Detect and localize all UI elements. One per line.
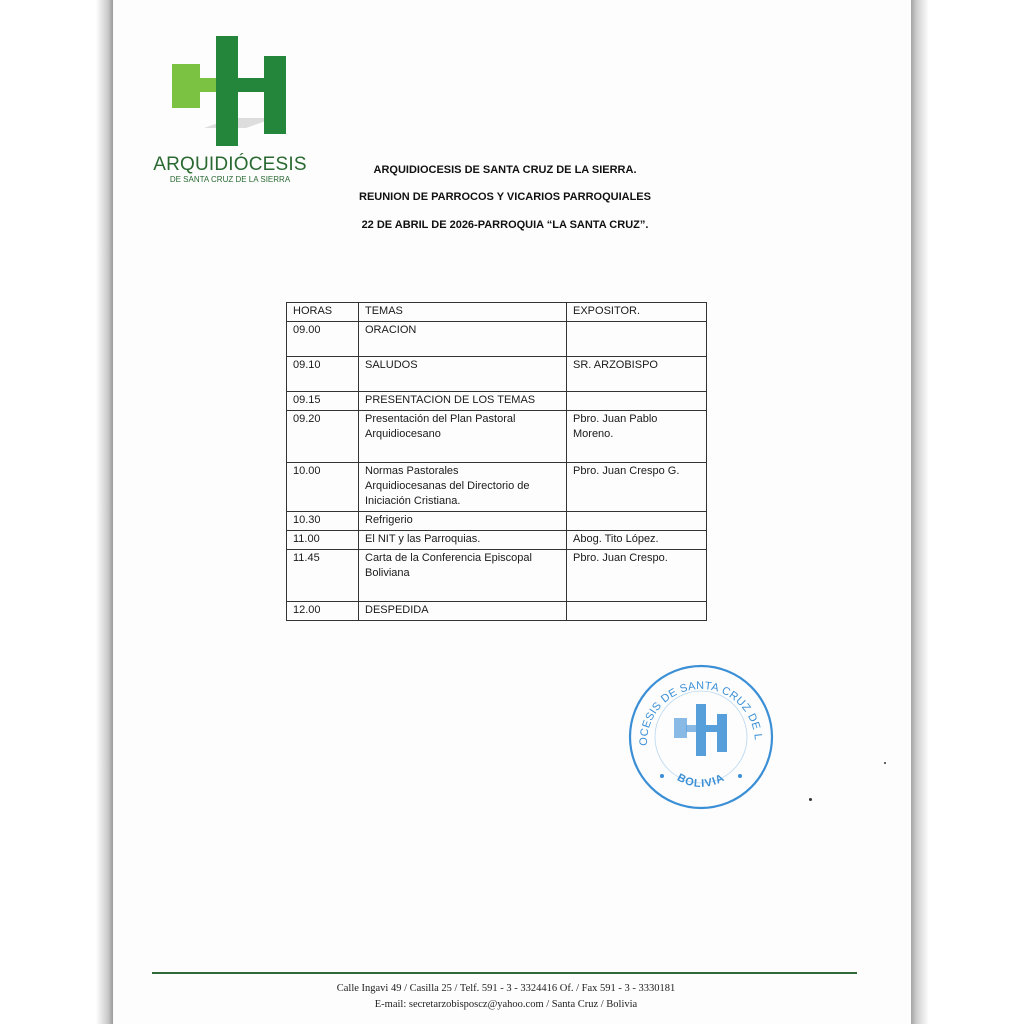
heading-line-2: REUNION DE PARROCOS Y VICARIOS PARROQUIALES — [359, 191, 651, 203]
row-topic — [359, 357, 567, 392]
speaker-line: Moreno. — [573, 428, 614, 440]
speaker-line: SR. ARZOBISPO — [573, 359, 658, 371]
speaker-line: Pbro. Juan Crespo. — [573, 552, 668, 564]
row-time: 09.15 — [287, 392, 359, 411]
row-topic — [359, 411, 567, 463]
heading-line-1: ARQUIDIOCESIS DE SANTA CRUZ DE LA SIERRA. — [373, 164, 637, 176]
scan-speck — [809, 798, 812, 801]
topic-line: Arquidiocesano — [365, 428, 441, 440]
logo-org-name: ARQUIDIÓCESIS — [153, 154, 307, 175]
topic-line: Boliviana — [365, 567, 410, 579]
row-speaker — [567, 550, 707, 602]
scan-shadow-right — [911, 0, 1024, 1024]
topic-line: Arquidiocesanas del Directorio de — [365, 480, 530, 492]
agenda-row — [287, 463, 707, 512]
row-speaker — [567, 357, 707, 392]
agenda-row — [287, 602, 707, 621]
archdiocese-seal-icon — [628, 664, 774, 810]
row-topic — [359, 322, 567, 357]
topic-line: Iniciación Cristiana. — [365, 495, 461, 507]
agenda-row — [287, 392, 707, 411]
footer-rule — [152, 972, 857, 974]
row-topic — [359, 531, 567, 550]
svg-text:ARQUIDIOCESIS DE SANTA CRUZ DE — [628, 664, 764, 746]
row-time: 11.00 — [287, 531, 359, 550]
row-topic — [359, 602, 567, 621]
row-topic — [359, 550, 567, 602]
stamp-bottom-text: BOLIVIA — [675, 771, 727, 791]
scan-shadow-left — [0, 0, 113, 1024]
row-time: 09.10 — [287, 357, 359, 392]
topic-line: PRESENTACION DE LOS TEMAS — [365, 394, 536, 406]
row-speaker — [567, 322, 707, 357]
topic-line: Refrigerio — [365, 514, 413, 526]
footer-email: E-mail: secretarzobisposcz@yahoo.com / Santa Cruz / Bolivia — [374, 999, 638, 1010]
agenda-row — [287, 411, 707, 463]
agenda-header-row — [287, 303, 707, 322]
row-topic — [359, 463, 567, 512]
agenda-row — [287, 322, 707, 357]
speaker-line: Pbro. Juan Crespo G. — [573, 465, 680, 477]
archdiocese-emblem-icon — [170, 36, 290, 148]
row-speaker — [567, 602, 707, 621]
topic-line: Carta de la Conferencia Episcopal — [365, 552, 532, 564]
footer-address: Calle Ingavi 49 / Casilla 25 / Telf. 591 - 3 - 3324416 Of. / Fax 591 - 3 - 3330181 — [336, 983, 676, 994]
archdiocese-logo — [150, 36, 310, 186]
row-time: 10.00 — [287, 463, 359, 512]
row-time: 11.45 — [287, 550, 359, 602]
row-speaker — [567, 392, 707, 411]
agenda-row — [287, 550, 707, 602]
row-topic — [359, 512, 567, 531]
header-expositor: EXPOSITOR. — [567, 303, 707, 322]
row-speaker — [567, 531, 707, 550]
logo-org-subtitle: DE SANTA CRUZ DE LA SIERRA — [169, 175, 291, 184]
agenda-table — [286, 302, 707, 621]
row-time: 12.00 — [287, 602, 359, 621]
topic-line: DESPEDIDA — [365, 604, 429, 616]
header-horas: HORAS — [287, 303, 359, 322]
row-time: 10.30 — [287, 512, 359, 531]
speaker-line: Pbro. Juan Pablo — [573, 413, 658, 425]
topic-line: ORACION — [365, 324, 417, 336]
topic-line: El NIT y las Parroquias. — [365, 533, 481, 545]
row-speaker — [567, 411, 707, 463]
row-speaker — [567, 512, 707, 531]
svg-text:BOLIVIA — [675, 772, 727, 790]
stamp-ring-text: OCESIS DE SANTA CRUZ DE L — [637, 679, 764, 746]
scan-speck — [884, 762, 886, 764]
official-stamp — [628, 664, 774, 810]
row-speaker — [567, 463, 707, 512]
header-temas: TEMAS — [359, 303, 567, 322]
heading-line-3: 22 DE ABRIL DE 2026-PARROQUIA “LA SANTA CRUZ”. — [361, 219, 649, 231]
row-time: 09.00 — [287, 322, 359, 357]
agenda-row — [287, 531, 707, 550]
row-time: 09.20 — [287, 411, 359, 463]
topic-line: Normas Pastorales — [365, 465, 459, 477]
speaker-line: Abog. Tito López. — [573, 533, 659, 545]
agenda-row — [287, 357, 707, 392]
topic-line: SALUDOS — [365, 359, 418, 371]
row-topic — [359, 392, 567, 411]
agenda-row — [287, 512, 707, 531]
topic-line: Presentación del Plan Pastoral — [365, 413, 516, 425]
